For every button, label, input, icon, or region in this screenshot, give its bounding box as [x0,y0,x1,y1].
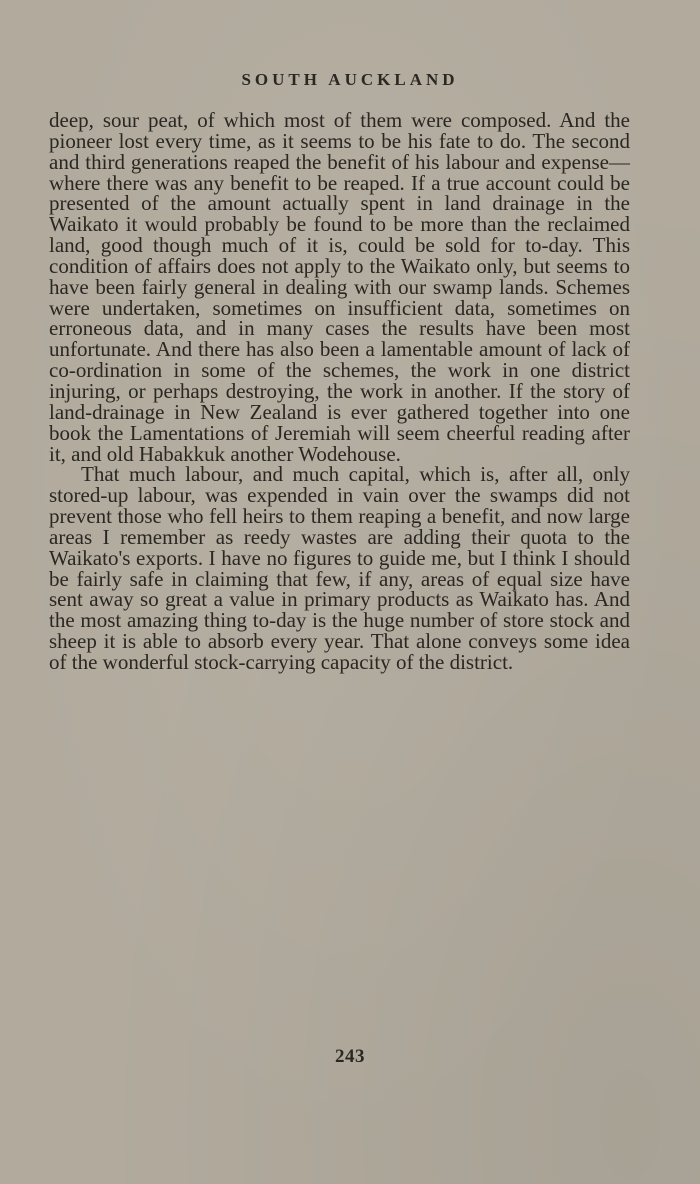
paragraph: That much labour, and much capital, which is, after all, only stored-up labour, was expended in vain over the swamps did not prevent those who fell heirs to them reaping a benefit, and now large areas I remember as reedy wastes are adding their quota to the Waikato's exports. I have no figures to guide me, but I think I should be fairly safe in claiming that few, if any, areas of equal size have sent away so great a value in primary products as Waikato has. And the most amazing thing to-day is the huge number of store stock and sheep it is able to absorb every year. That alone conveys some idea of the wonderful stock-carrying capacity of the district. [49,462,630,674]
page-number: 243 [335,1046,365,1067]
running-head: SOUTH AUCKLAND [241,70,459,89]
body-text [49,110,630,673]
paragraph-continued: deep, sour peat, of which most of them were composed. And the pioneer lost every time, as it seems to be his fate to do. The second and third generations reaped the benefit of his labour and expense—where there was any benefit to be reaped. If a true account could be presented of the amount actually spent in land drainage in the Waikato it would probably be found to be more than the reclaimed land, good though much of it is, could be sold for to-day. This condition of affairs does not apply to the Waikato only, but seems to have been fairly general in dealing with our swamp lands. Schemes were undertaken, sometimes on insufficient data, sometimes on erroneous data, and in many cases the results have been most unfortunate. And there has also been a lamentable amount of lack of co-ordination in some of the schemes, the work in one district injuring, or perhaps destroying, the work in another. If the story of land-drainage in New Zealand is ever gathered together into one book the Lamentations of Jeremiah will seem cheerful reading after it, and old Habakkuk another Wodehouse. [49,108,630,466]
